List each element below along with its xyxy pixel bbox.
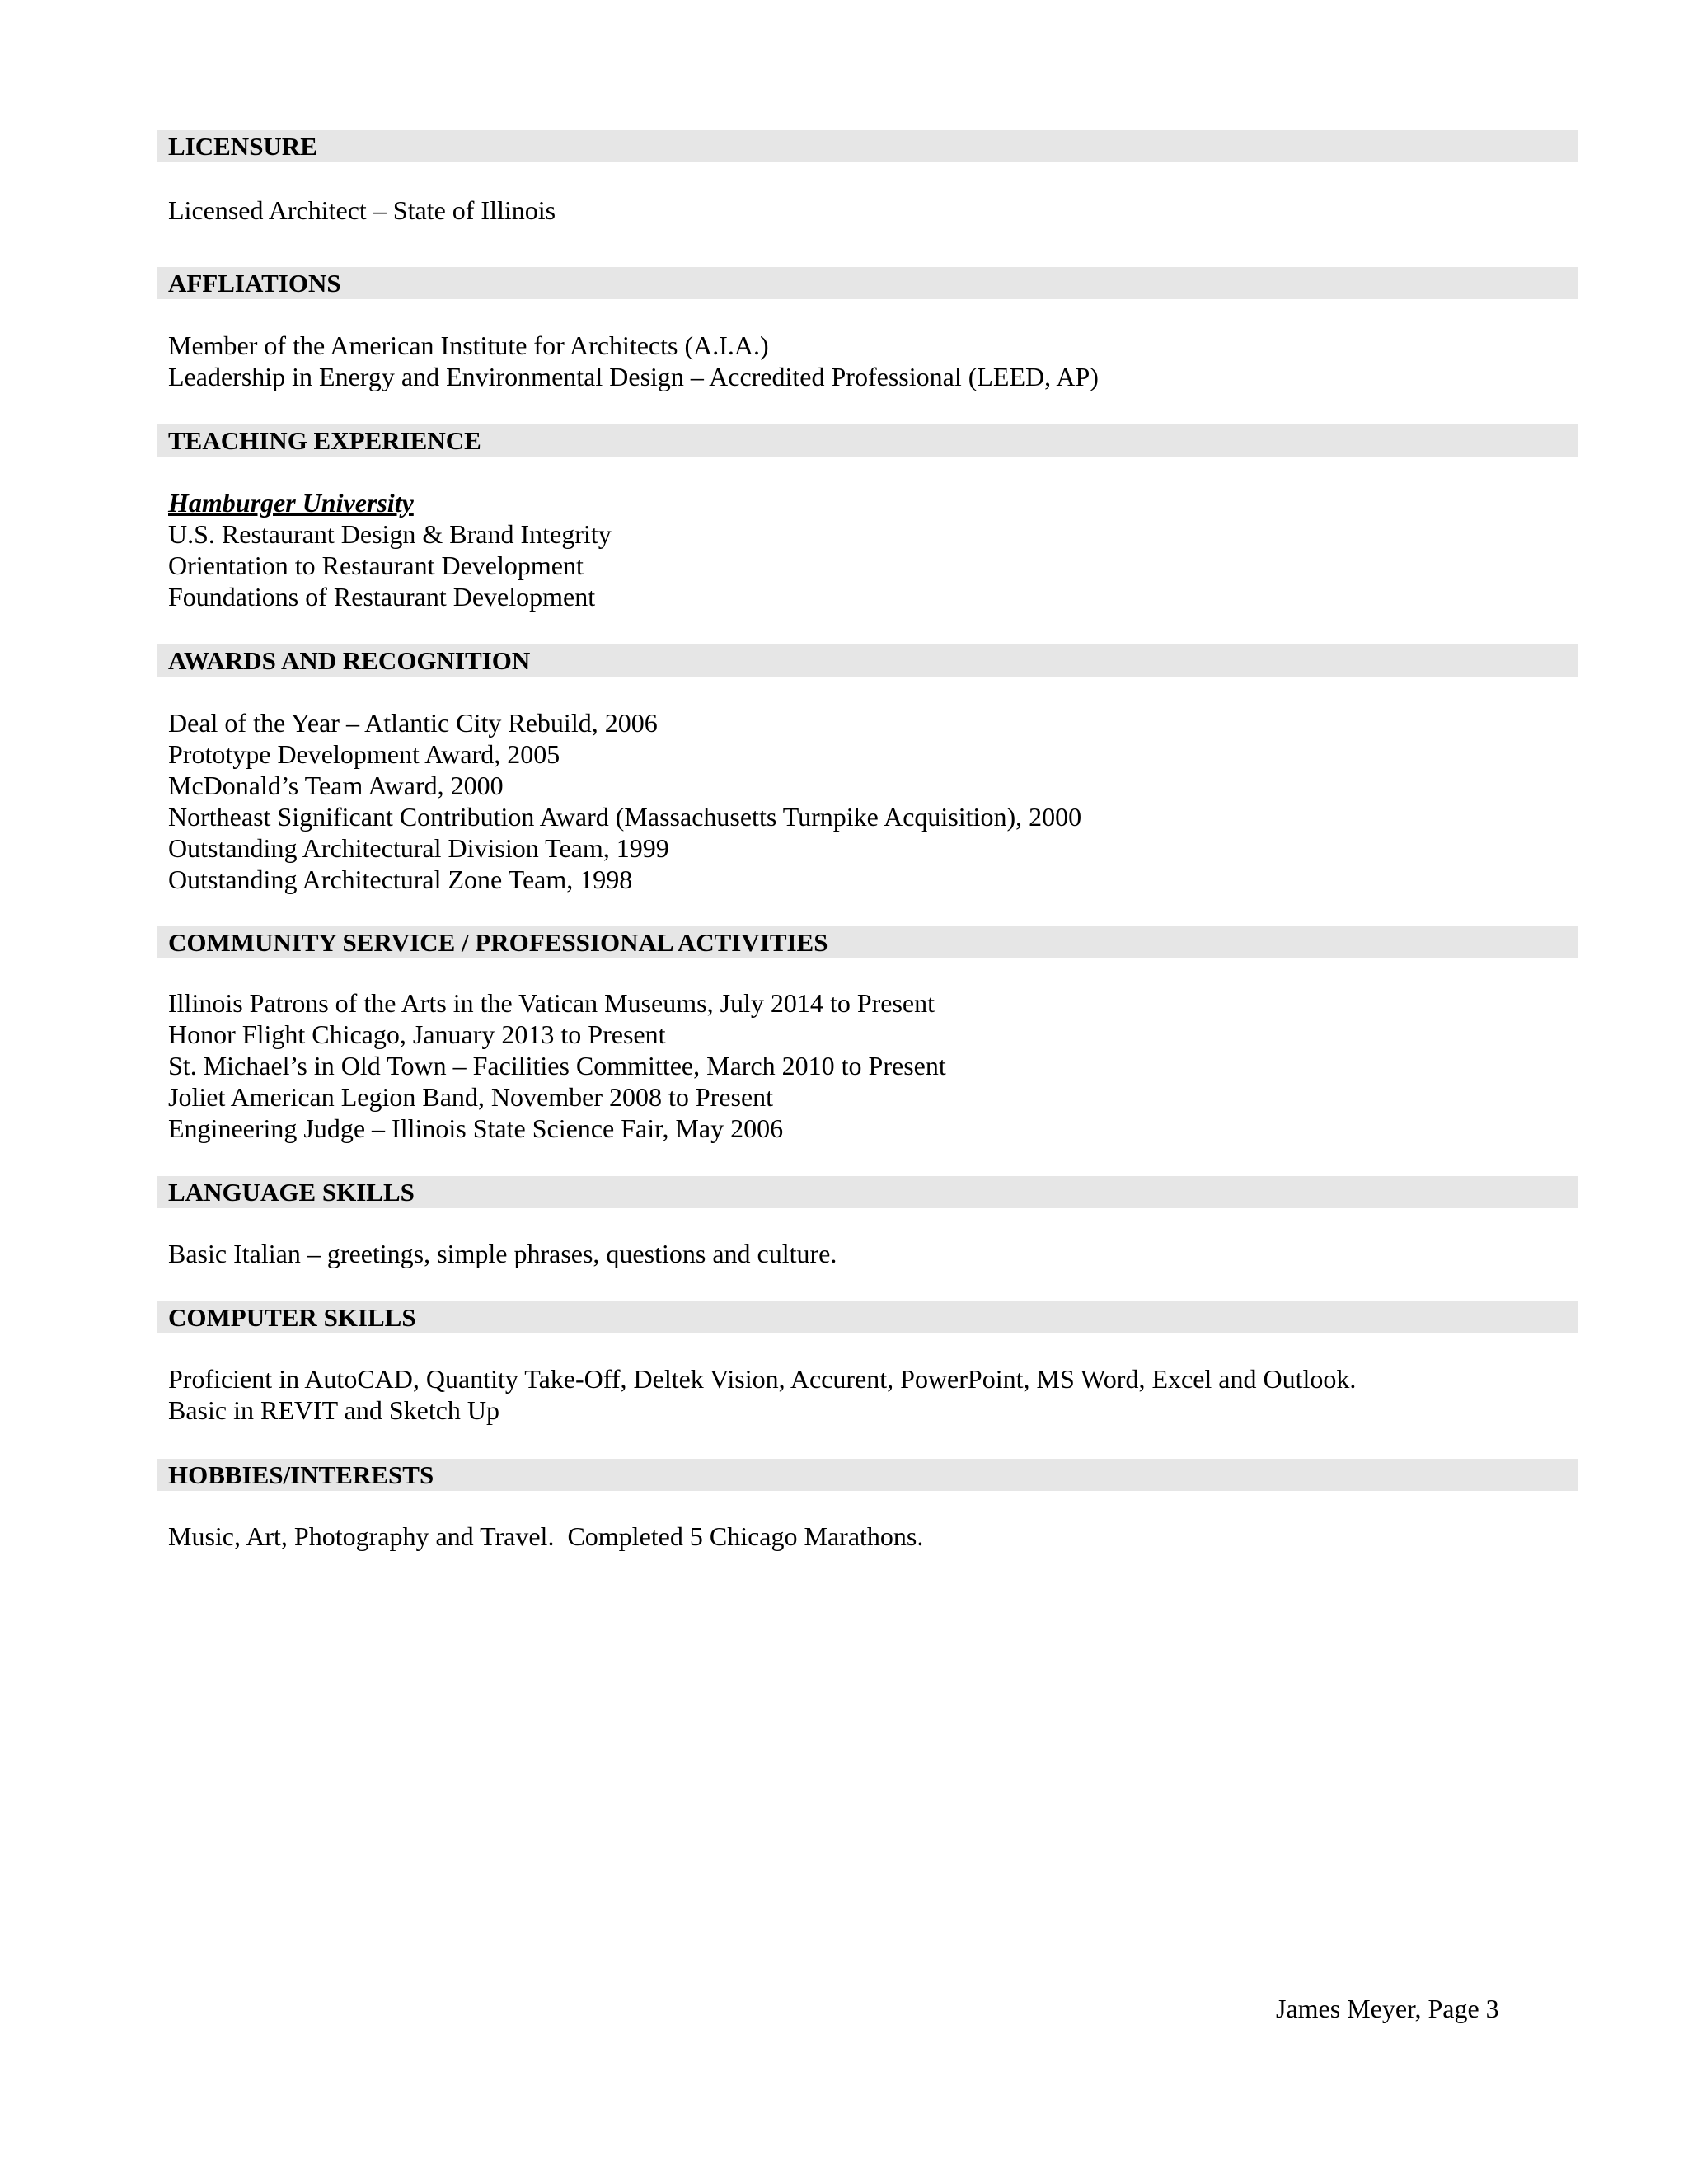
section-title-community: COMMUNITY SERVICE / PROFESSIONAL ACTIVITIES [168, 928, 828, 957]
page-footer: James Meyer, Page 3 [1276, 1994, 1499, 2023]
affiliation-line: Leadership in Energy and Environmental Design – Accredited Professional (LEED, AP) [168, 362, 1099, 391]
section-header-teaching [157, 424, 1578, 457]
community-line: Honor Flight Chicago, January 2013 to Present [168, 1019, 666, 1049]
section-header-community [157, 926, 1578, 958]
section-title-hobbies: HOBBIES/INTERESTS [168, 1460, 434, 1489]
section-title-licensure: LICENSURE [168, 132, 317, 161]
teaching-institution: Hamburger University [168, 488, 414, 518]
teaching-course: U.S. Restaurant Design & Brand Integrity [168, 519, 612, 549]
section-title-computer: COMPUTER SKILLS [168, 1303, 416, 1332]
section-header-licensure [157, 130, 1578, 162]
award-line: Northeast Significant Contribution Award (Massachusetts Turnpike Acquisition), 2000 [168, 802, 1082, 832]
section-title-teaching: TEACHING EXPERIENCE [168, 426, 481, 455]
computer-line: Basic in REVIT and Sketch Up [168, 1395, 500, 1425]
section-header-hobbies [157, 1459, 1578, 1491]
community-line: Illinois Patrons of the Arts in the Vatican Museums, July 2014 to Present [168, 988, 935, 1018]
section-header-language [157, 1176, 1578, 1208]
licensure-line: Licensed Architect – State of Illinois [168, 195, 556, 225]
community-line: St. Michael’s in Old Town – Facilities Committee, March 2010 to Present [168, 1051, 946, 1080]
computer-line: Proficient in AutoCAD, Quantity Take-Off, Deltek Vision, Accurent, PowerPoint, MS Word, Excel and Outlook. [168, 1364, 1357, 1394]
award-line: Prototype Development Award, 2005 [168, 739, 560, 769]
award-line: Outstanding Architectural Zone Team, 1998 [168, 865, 633, 894]
language-line: Basic Italian – greetings, simple phrases, questions and culture. [168, 1239, 837, 1268]
award-line: Outstanding Architectural Division Team, 1999 [168, 833, 669, 863]
teaching-course: Orientation to Restaurant Development [168, 551, 584, 580]
section-header-affiliations [157, 267, 1578, 299]
community-line: Engineering Judge – Illinois State Science Fair, May 2006 [168, 1113, 784, 1143]
award-line: Deal of the Year – Atlantic City Rebuild, 2006 [168, 708, 658, 738]
section-header-awards [157, 644, 1578, 677]
section-title-affiliations: AFFLIATIONS [168, 269, 341, 298]
hobbies-line: Music, Art, Photography and Travel. Completed 5 Chicago Marathons. [168, 1521, 924, 1551]
community-line: Joliet American Legion Band, November 2008 to Present [168, 1082, 774, 1112]
award-line: McDonald’s Team Award, 2000 [168, 771, 504, 800]
teaching-course: Foundations of Restaurant Development [168, 582, 596, 612]
section-title-language: LANGUAGE SKILLS [168, 1178, 415, 1207]
section-header-computer [157, 1301, 1578, 1333]
section-title-awards: AWARDS AND RECOGNITION [168, 646, 531, 675]
affiliation-line: Member of the American Institute for Architects (A.I.A.) [168, 330, 769, 360]
